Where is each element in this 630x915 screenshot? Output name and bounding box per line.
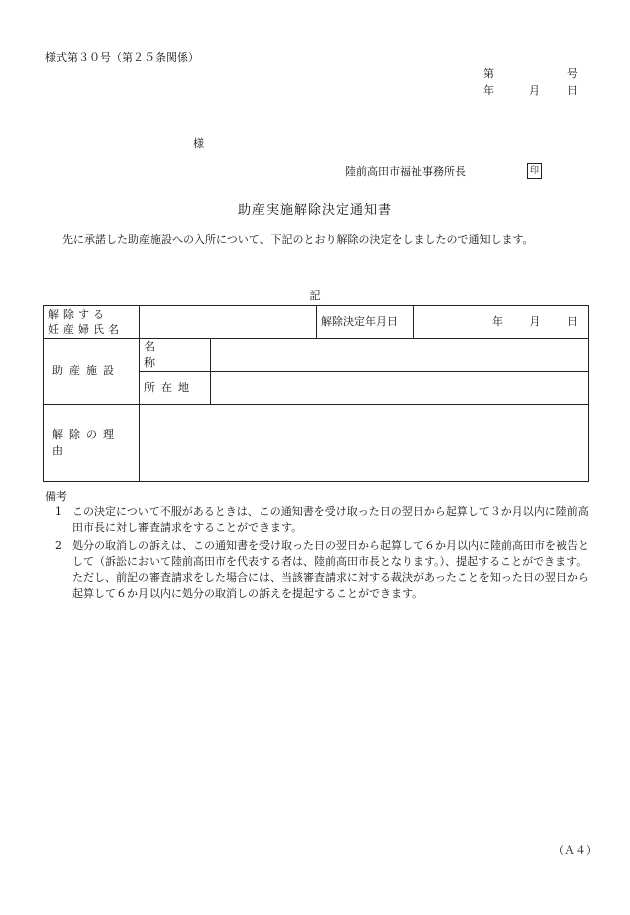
issuer-name: 陸前高田市福祉事務所長 bbox=[345, 165, 466, 178]
lead-text: 先に承諾した助産施設への入所について、下記のとおり解除の決定をしましたので通知します。 bbox=[62, 233, 534, 246]
facility-name-field[interactable] bbox=[211, 339, 589, 372]
form-number: 様式第３０号（第２５条関係） bbox=[45, 51, 199, 64]
note-item-2 bbox=[45, 538, 593, 602]
note-item-1 bbox=[45, 504, 593, 536]
facility-name-row bbox=[44, 339, 589, 372]
paper-size: （Ａ４） bbox=[553, 844, 597, 857]
decision-year: 年 bbox=[492, 315, 503, 329]
decision-day: 日 bbox=[567, 315, 578, 329]
facility-label: 助産施設 bbox=[44, 339, 140, 405]
note-text: この決定について不服があるときは、この通知書を受け取った日の翌日から起算して３か月以内に陸前高田市長に対し審査請求をすることができます。 bbox=[72, 505, 589, 534]
notes-list bbox=[45, 504, 593, 604]
issue-year: 年 bbox=[483, 84, 494, 97]
note-number: 2 bbox=[55, 538, 62, 552]
mother-name-field[interactable] bbox=[140, 306, 317, 339]
mother-label-line1: 解除する bbox=[48, 308, 108, 321]
decision-table bbox=[43, 305, 589, 482]
address-label: 所在地 bbox=[140, 371, 211, 404]
decision-date-label: 解除決定年月日 bbox=[317, 306, 414, 339]
decision-date-field[interactable] bbox=[414, 306, 589, 339]
facility-address-field[interactable] bbox=[211, 371, 589, 404]
issue-day: 日 bbox=[567, 84, 578, 97]
mother-row bbox=[44, 306, 589, 339]
seal-mark: 印 bbox=[527, 163, 542, 179]
recipient-suffix: 様 bbox=[193, 137, 204, 150]
reason-label: 解除の理由 bbox=[44, 404, 140, 481]
note-text: 処分の取消しの訴えは、この通知書を受け取った日の翌日から起算して６か月以内に陸前高田市を被告として（訴訟において陸前高田市を代表する者は、陸前高田市長となります。）、提起することができます。ただし、前記の審査請求をした場合には、当該審査請求に対する裁決があったことを知った日の翌日から起算して６か月以内に処分の取消しの訴えを提起することができます。 bbox=[72, 538, 589, 600]
note-number: 1 bbox=[55, 505, 62, 518]
name-label-text: 名称 bbox=[144, 340, 183, 369]
mother-label-line2: 妊産婦氏名 bbox=[48, 323, 123, 336]
notes-heading: 備考 bbox=[45, 490, 67, 503]
mother-label bbox=[44, 306, 140, 339]
document-title: 助産実施解除決定通知書 bbox=[237, 203, 392, 218]
name-label bbox=[140, 339, 211, 372]
issue-month: 月 bbox=[529, 84, 540, 97]
decision-month: 月 bbox=[529, 315, 541, 329]
number-suffix: 号 bbox=[567, 67, 578, 80]
reason-row bbox=[44, 404, 589, 481]
number-prefix: 第 bbox=[483, 67, 494, 80]
issue-date-line bbox=[483, 83, 578, 99]
document-number-line bbox=[483, 66, 578, 82]
ki-heading: 記 bbox=[309, 289, 321, 302]
reason-field[interactable] bbox=[140, 404, 589, 481]
